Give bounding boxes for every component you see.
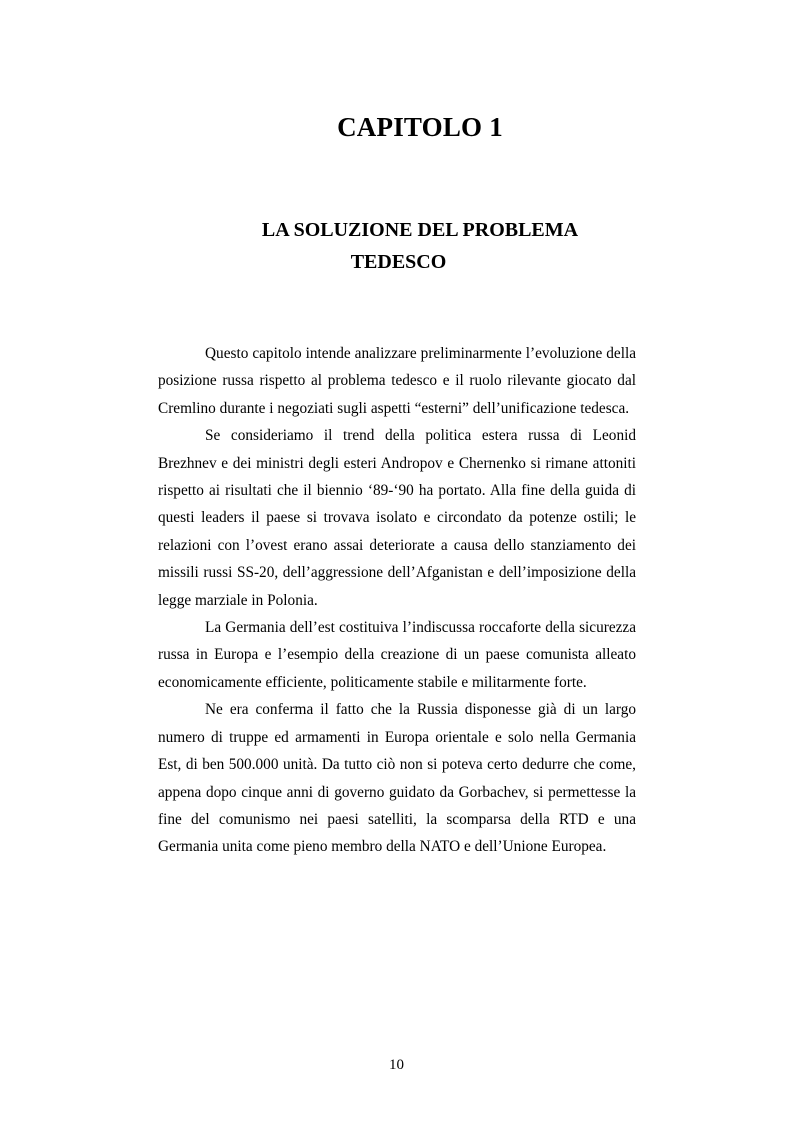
page-number: 10	[389, 1057, 404, 1073]
section-title-line-2: TEDESCO	[350, 251, 447, 273]
paragraph-1: Questo capitolo intende analizzare preliminarmente l’evoluzione della posizione russa rispetto al problema tedesco e il ruolo rilevante giocato dal Cremlino durante i negoziati sugli aspetti “esterni” dell’unificazione tedesca.	[158, 345, 636, 417]
section-title	[0, 214, 793, 278]
body-text	[158, 340, 636, 861]
paragraph-4: Ne era conferma il fatto che la Russia disponesse già di un largo numero di truppe ed armamenti in Europa orientale e solo nella Germania Est, di ben 500.000 unità. Da tutto ciò non si poteva certo dedurre che come, appena dopo cinque anni di governo guidato da Gorbachev, si permettesse la fine del comunismo nei paesi satelliti, la scomparsa della RTD e una Germania unita come pieno membro della NATO e dell’Unione Europea.	[158, 701, 636, 856]
chapter-title: CAPITOLO 1	[337, 112, 503, 142]
paragraph-3: La Germania dell’est costituiva l’indiscussa roccaforte della sicurezza russa in Europa e l’esempio della creazione di un paese comunista alleato economicamente efficiente, politicamente stabile e militarmente forte.	[158, 619, 636, 691]
section-title-line-1: LA SOLUZIONE DEL PROBLEMA	[261, 219, 579, 241]
paragraph-2: Se consideriamo il trend della politica estera russa di Leonid Brezhnev e dei ministri degli esteri Andropov e Chernenko si rimane attoniti rispetto ai risultati che il biennio ‘89-‘90 ha portato. Alla fine della guida di questi leaders il paese si trovava isolato e circondato da potenze ostili; le relazioni con l’ovest erano assai deteriorate a causa dello stanziamento dei missili russi SS-20, dell’aggressione dell’Afganistan e dell’imposizione della legge marziale in Polonia.	[158, 427, 636, 609]
